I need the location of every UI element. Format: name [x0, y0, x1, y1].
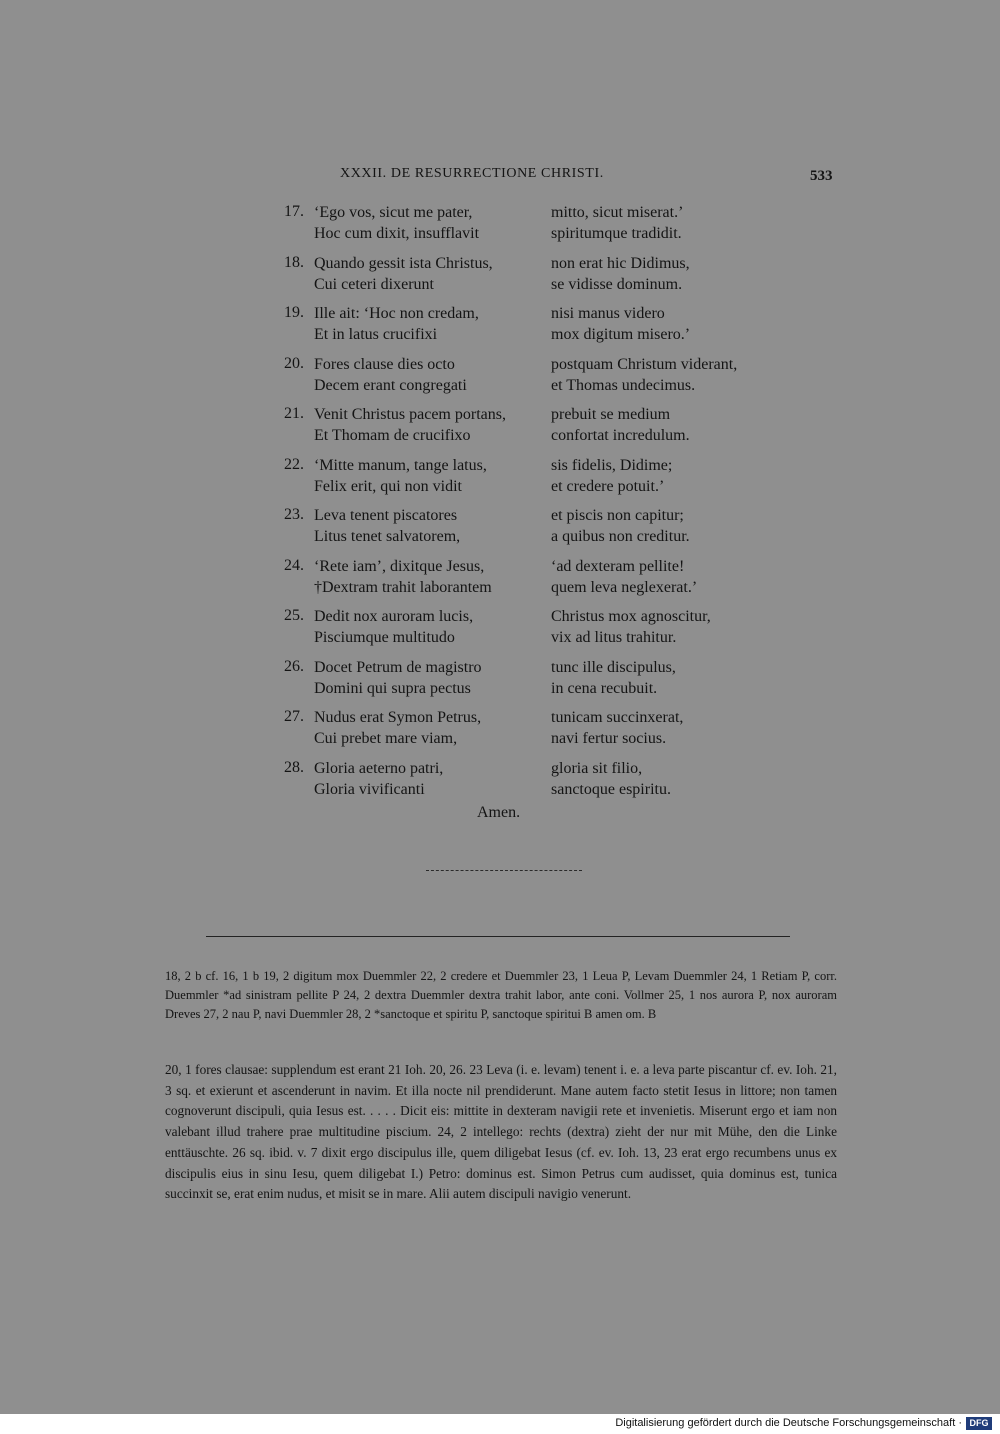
commentary-notes	[165, 1060, 837, 1205]
verse-line-1a: Venit Christus pacem portans,	[314, 406, 506, 423]
verse-line-2b: mox digitum misero.’	[551, 326, 691, 343]
verse-line-1b: Christus mox agnoscitur,	[551, 608, 711, 625]
funding-notice: Digitalisierung gefördert durch die Deutsche Forschungsgemeinschaft ·	[615, 1417, 962, 1429]
verse-line-1a: ‘Rete iam’, dixitque Jesus,	[314, 557, 485, 575]
commentary-paragraph: 20, 1 fores clausae: supplendum est erant 21 Ioh. 20, 26. 23 Leva (i. e. levam) tenent i. e. a leva parte piscantur cf. ev. Ioh. 21, 3 sq. et exierunt et ascenderunt in navim. Et illa nocte nil prendiderunt. Mane autem facto stetit Iesus in littore; non tamen cognoverunt discipuli, quia Iesus est. . . . . Dicit eis: mittite in dexteram navigii rete et invenietis. Miserunt ergo et iam non valebant illud trahere prae multitudine piscium. 24, 2 intellego: rechts (dextra) zieht der nur mit Mühe, den die Linke enttäuschte. 26 sq. ibid. v. 7 dixit ergo discipulus ille, quem diligebat Iesus (cf. ev. Ioh. 13, 23 erat ergo recumbens unus ex discipulis eius in sinu Iesu, quem diligebat I.) Petro: dominus est. Simon Petrus cum audisset, quia dominus est, tunica succinxit se, erat enim nudus, et misit se in mare. Alii autem discipuli navigio venerunt.	[165, 1062, 837, 1202]
verse-line-2a: Domini qui supra pectus	[314, 679, 471, 697]
stanza-number: 19.	[284, 304, 304, 321]
stanza-number: 27.	[284, 708, 304, 725]
verse-line-1b: non erat hic Didimus,	[551, 254, 690, 272]
verse-line-2b: et credere potuit.’	[551, 477, 665, 495]
verse-line-1a: Nudus erat Symon Petrus,	[314, 709, 482, 726]
verse-line-1a: Ille ait: ‘Hoc non credam,	[314, 305, 479, 322]
verse-line-1b: tunc ille discipulus,	[551, 658, 676, 676]
verse-line-1a: ‘Mitte manum, tange latus,	[314, 456, 487, 474]
verse-line-2a: Et in latus crucifixi	[314, 326, 438, 343]
stanza	[0, 607, 1000, 658]
stanza-number: 28.	[284, 758, 304, 776]
verse-line-2b: confortat incredulum.	[551, 427, 690, 444]
stanza	[0, 456, 1000, 507]
verse-line-2a: Pisciumque multitudo	[314, 629, 455, 646]
verse-line-2b: quem leva neglexerat.’	[551, 578, 698, 596]
verse-line-2b: et Thomas undecimus.	[551, 376, 696, 394]
verse-line-2a: †Dextram trahit laborantem	[314, 578, 492, 596]
verse-line-2b: sanctoque espiritu.	[551, 780, 671, 798]
stanza	[0, 708, 1000, 759]
stanza-number: 23.	[284, 506, 304, 523]
stanza-number: 20.	[284, 354, 304, 372]
stanza-number: 26.	[284, 657, 304, 675]
running-head: XXXII. DE RESURRECTIONE CHRISTI.	[340, 166, 604, 181]
stanza	[0, 557, 1000, 608]
verse-line-1a: Leva tenent piscatores	[314, 507, 458, 524]
verse-line-1b: gloria sit filio,	[551, 759, 643, 777]
amen-line: Amen.	[477, 804, 521, 821]
verse-line-1b: postquam Christum viderant,	[551, 355, 738, 373]
stanza	[0, 658, 1000, 709]
stanza-number: 24.	[284, 556, 304, 574]
verse-line-2a: Cui ceteri dixerunt	[314, 275, 434, 293]
verse-line-2a: Gloria vivificanti	[314, 780, 425, 798]
critical-apparatus	[165, 967, 837, 1024]
stanza	[0, 254, 1000, 305]
verse-line-2a: Felix erit, qui non vidit	[314, 477, 462, 495]
page-number: 533	[810, 168, 833, 184]
stanza-number: 25.	[284, 607, 304, 624]
verse-line-2b: spiritumque tradidit.	[551, 225, 682, 242]
stanza-number: 17.	[284, 203, 304, 220]
verse-line-1a: Quando gessit ista Christus,	[314, 254, 493, 272]
verse-line-1b: tunicam succinxerat,	[551, 709, 684, 726]
verse-line-1b: ‘ad dexteram pellite!	[551, 557, 685, 575]
verse-line-2b: a quibus non creditur.	[551, 528, 690, 545]
verse-line-1b: mitto, sicut miserat.’	[551, 204, 684, 221]
stanza-number: 22.	[284, 455, 304, 473]
footer-bar	[0, 1414, 1000, 1434]
verse-line-2a: Litus tenet salvatorem,	[314, 528, 461, 545]
verse-line-2a: Hoc cum dixit, insufflavit	[314, 225, 480, 242]
apparatus-paragraph: 18, 2 b cf. 16, 1 b 19, 2 digitum mox Duemmler 22, 2 credere et Duemmler 23, 1 Leua P, Levam Duemmler 24, 1 Retiam P, corr. Duemmler *ad sinistram pellite P 24, 2 dextra Duemmler dextra trahit labor, ante coni. Vollmer 25, 1 nos aurora P, nox auroram Dreves 27, 2 nau P, navi Duemmler 28, 2 *sanctoque et spiritu P, sanctoque spiritui B amen om. B	[165, 969, 837, 1021]
stanza	[0, 759, 1000, 810]
dfg-logo: DFG	[966, 1417, 992, 1430]
verse-line-2b: vix ad litus trahitur.	[551, 629, 677, 646]
verse-line-1a: Fores clause dies octo	[314, 355, 455, 373]
verse-stanzas	[0, 203, 1000, 809]
verse-line-2b: navi fertur socius.	[551, 730, 667, 747]
stanza-number: 21.	[284, 405, 304, 422]
verse-line-1b: nisi manus videro	[551, 305, 665, 322]
verse-line-1a: ‘Ego vos, sicut me pater,	[314, 204, 473, 221]
footnote-rule	[206, 936, 790, 937]
verse-line-1a: Docet Petrum de magistro	[314, 658, 482, 676]
stanza	[0, 506, 1000, 557]
verse-line-2a: Cui prebet mare viam,	[314, 730, 458, 747]
verse-line-1a: Dedit nox auroram lucis,	[314, 608, 474, 625]
verse-line-1a: Gloria aeterno patri,	[314, 759, 444, 777]
verse-line-2b: in cena recubuit.	[551, 679, 658, 697]
ornament-rule	[426, 870, 582, 871]
stanza	[0, 405, 1000, 456]
verse-line-1b: prebuit se medium	[551, 406, 671, 423]
stanza	[0, 304, 1000, 355]
stanza	[0, 203, 1000, 254]
verse-line-1b: sis fidelis, Didime;	[551, 456, 673, 474]
verse-line-2a: Et Thomam de crucifixo	[314, 427, 471, 444]
stanza	[0, 355, 1000, 406]
stanza-number: 18.	[284, 253, 304, 271]
verse-line-2a: Decem erant congregati	[314, 376, 467, 394]
verse-line-2b: se vidisse dominum.	[551, 275, 683, 293]
verse-line-1b: et piscis non capitur;	[551, 507, 684, 524]
